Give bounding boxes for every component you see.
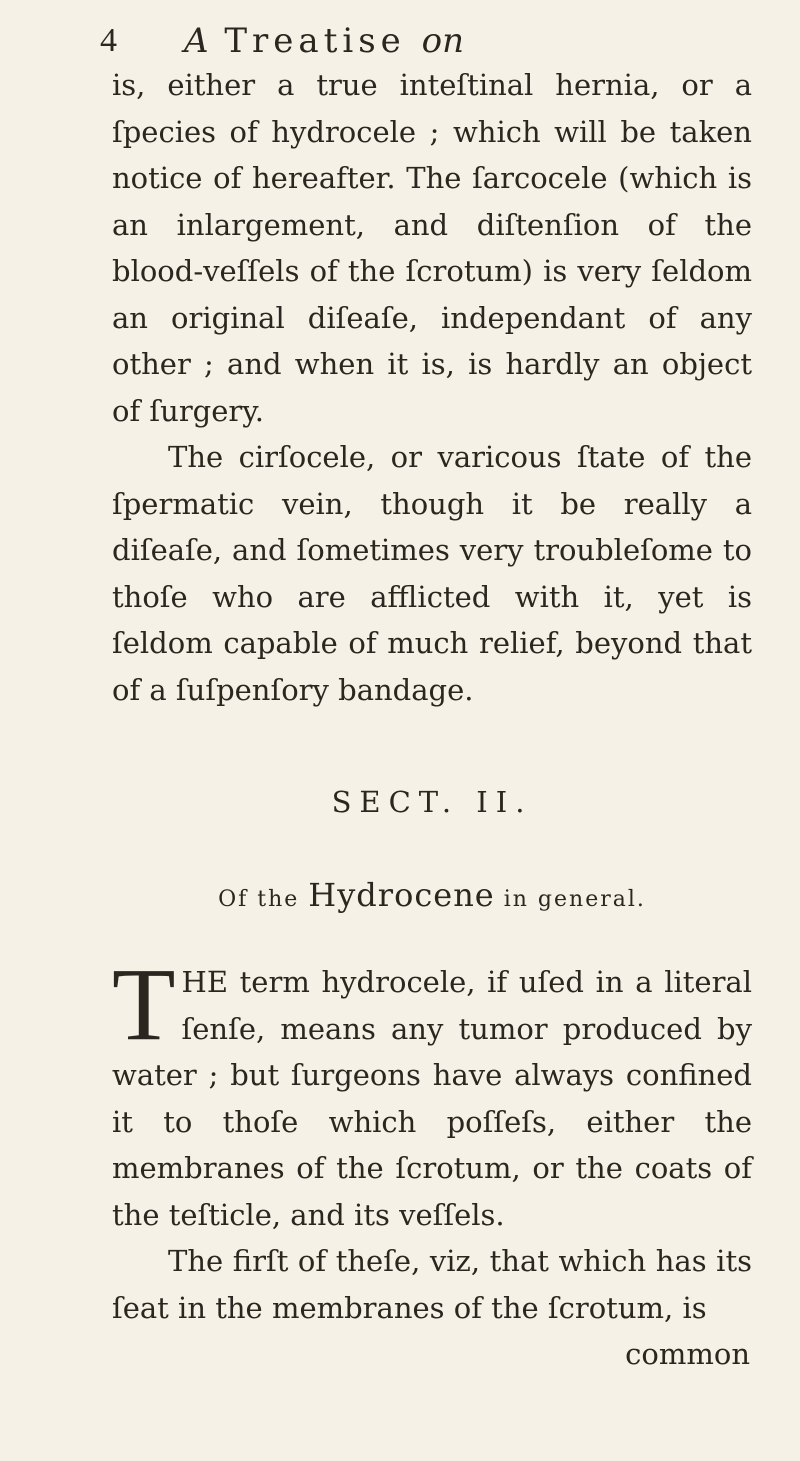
subheading-rest: in general.	[503, 886, 646, 912]
running-header	[100, 16, 740, 66]
subheading-of: Of the	[218, 886, 300, 912]
catchword: common	[625, 1337, 750, 1371]
text-body	[112, 62, 752, 1378]
running-title	[184, 16, 464, 66]
section-heading: SECT. II.	[331, 785, 533, 819]
running-title-word: Treatise	[224, 21, 406, 61]
paragraph-hydrocele-definition	[112, 947, 752, 1238]
running-title-preposition: on	[421, 21, 464, 61]
section-subheading	[112, 872, 752, 924]
paragraph-first-kind: The firſt of theſe, viz, that which has its ſeat in the membranes of the ſcrotum, is	[112, 1244, 752, 1325]
paragraph-cirsocele: The cirſocele, or varicous ſtate of the ſpermatic vein, though it be really a diſeaſe, and ſometimes very troubleſome to thoſe who are afflicted with it, yet is ſeldom capable of much relief, beyond that of a ſuſpenſory bandage.	[112, 440, 752, 707]
subheading-main: Hydrocene	[308, 875, 495, 914]
running-title-article: A	[184, 21, 209, 61]
page-number: 4	[100, 22, 117, 59]
drop-cap: T	[112, 947, 176, 1062]
paragraph-hernia: is, either a true inteſtinal hernia, or a ſpecies of hydrocele ; which will be taken notice of hereafter. The ſarcocele (which is an inlargement, and diſtenſion of the blood-veſſels of the ſcrotum) is very ſeldom an original diſeaſe, independant of any other ; and when it is, is hardly an object of ſurgery.	[112, 68, 752, 428]
paragraph-hydrocele-text: HE term hydrocele, if uſed in a literal ſenſe, means any tumor produced by water ; but ſurgeons have always confined it to thoſe which poſſeſs, either the membranes of the ſcrotum, or the coats of the teſticle, and its veſſels.	[112, 965, 752, 1232]
